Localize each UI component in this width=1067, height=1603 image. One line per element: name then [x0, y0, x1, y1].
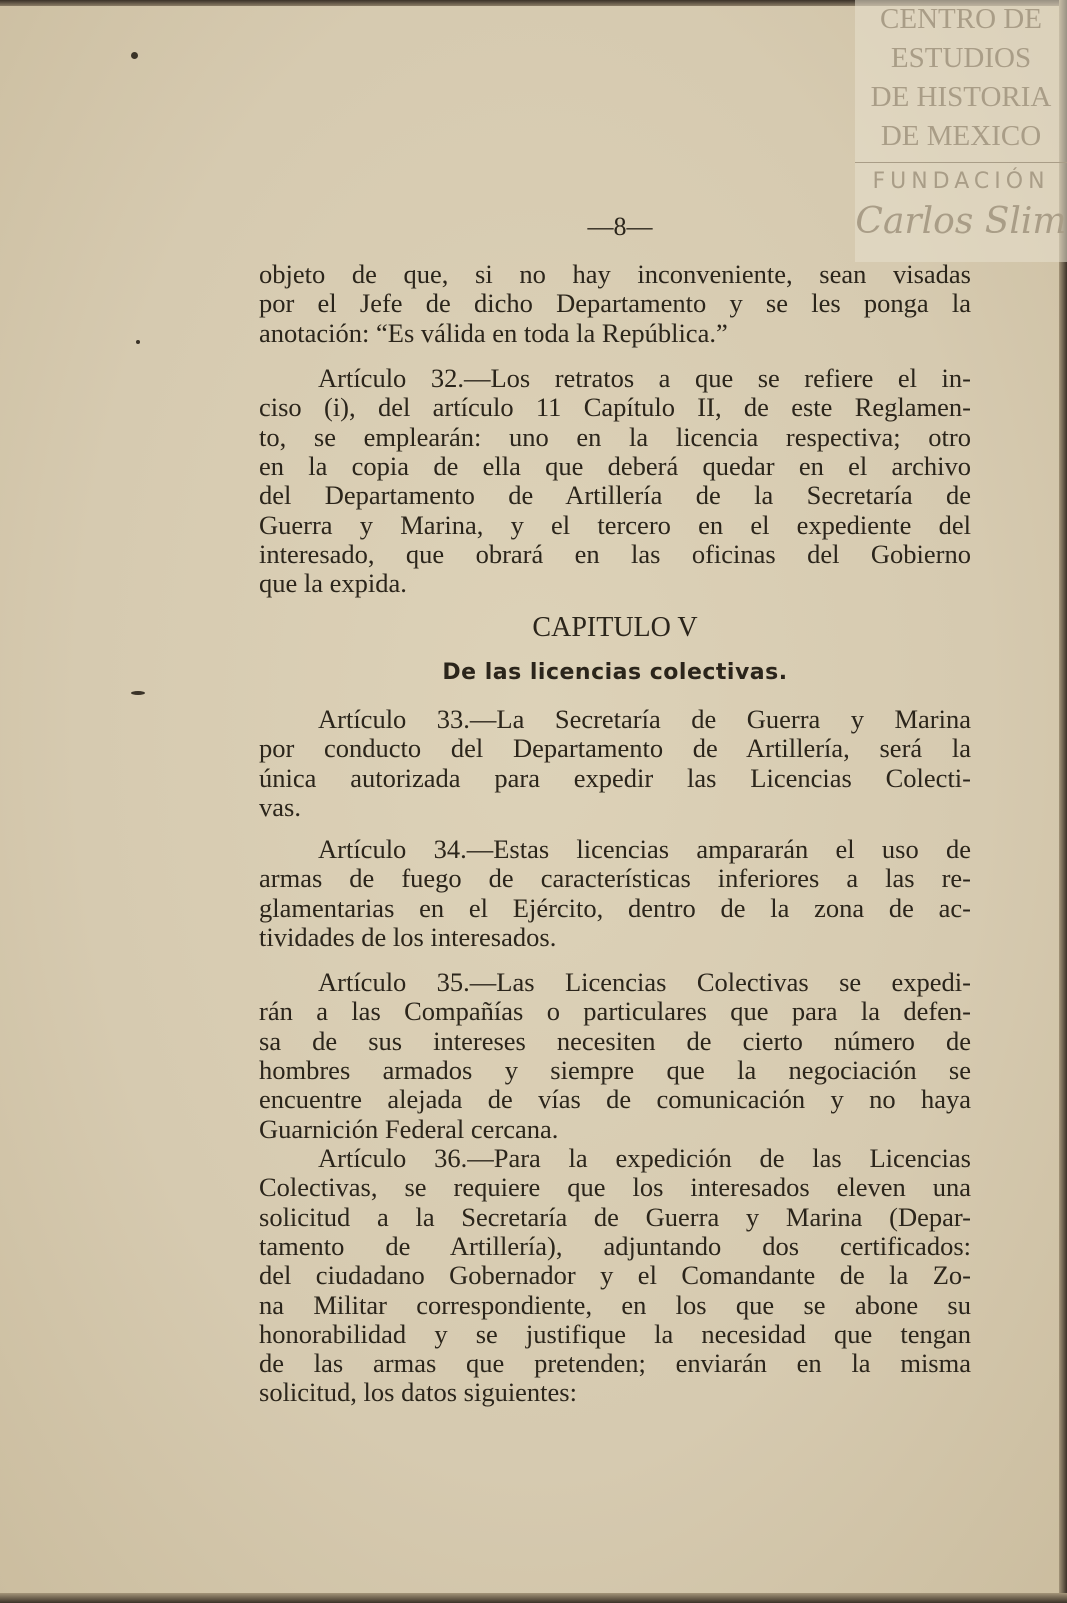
- paragraph-line: de las armas que pretenden; enviarán en la misma: [259, 1348, 971, 1379]
- speck: [136, 340, 140, 344]
- watermark-line: DE HISTORIA: [870, 81, 1052, 113]
- speck: [131, 691, 145, 695]
- paragraph-line: del ciudadano Gobernador y el Comandante de la Zo-: [259, 1260, 971, 1291]
- paragraph-line: rán a las Compañías o particulares que para la defen-: [259, 996, 971, 1027]
- paragraph-line: solicitud, los datos siguientes:: [259, 1377, 577, 1408]
- paragraph-line: por conducto del Departamento de Artillería, será la: [259, 733, 971, 764]
- paragraph-line: interesado, que obrará en las oficinas del Gobierno: [259, 538, 971, 569]
- paragraph-line: por el Jefe de dicho Departamento y se les ponga la: [259, 288, 971, 319]
- speck: [131, 52, 138, 59]
- paragraph-line: solicitud a la Secretaría de Guerra y Marina (Depar-: [259, 1201, 971, 1232]
- paragraph-first-line: Artículo 33.—La Secretaría de Guerra y Marina: [318, 704, 971, 734]
- paragraph-first-line: Artículo 34.—Estas licencias ampararán el uso de: [318, 834, 971, 864]
- paragraph-line: to, se emplearán: uno en la licencia respectiva; otro: [259, 421, 971, 452]
- paragraph-line: en la copia de ella que deberá quedar en el archivo: [259, 450, 971, 481]
- paragraph-line: del Departamento de Artillería de la Secretaría de: [259, 480, 971, 511]
- paragraph-line: armas de fuego de características inferiores a las re-: [259, 863, 971, 894]
- watermark-foundation: FUNDACIÓN: [872, 169, 1050, 194]
- paragraph-first-line: Artículo 35.—Las Licencias Colectivas se expedi-: [318, 967, 971, 997]
- paragraph-line: encuentre alejada de vías de comunicación y no haya: [259, 1084, 971, 1115]
- chapter-subtitle: De las licencias colectivas.: [442, 660, 788, 685]
- paragraph-line: na Militar correspondiente, en los que se abone su: [259, 1289, 971, 1320]
- paragraph-line: Colectivas, se requiere que los interesados eleven una: [259, 1172, 971, 1203]
- paragraph-line: ciso (i), del artículo 11 Capítulo II, de este Reglamen-: [259, 392, 971, 423]
- paragraph-line: tividades de los interesados.: [259, 921, 557, 952]
- watermark-divider: [855, 162, 1067, 163]
- paragraph-first-line: objeto de que, si no hay inconveniente, sean visadas: [259, 259, 971, 289]
- paragraph-line: tamento de Artillería), adjuntando dos certificados:: [259, 1230, 971, 1261]
- watermark-signature: Carlos Slim: [855, 201, 1067, 242]
- paragraph-line: sa de sus intereses necesiten de cierto número de: [259, 1025, 971, 1056]
- watermark-line: ESTUDIOS: [890, 42, 1032, 74]
- watermark-line: DE MEXICO: [880, 120, 1042, 152]
- page-number: —8—: [587, 212, 653, 241]
- watermark-line: CENTRO DE: [880, 3, 1042, 35]
- chapter-title: CAPITULO V: [532, 612, 698, 643]
- paragraph-line: hombres armados y siempre que la negociación se: [259, 1054, 971, 1085]
- paragraph-line: Guerra y Marina, y el tercero en el expediente del: [259, 509, 971, 540]
- paragraph-line: Guarnición Federal cercana.: [259, 1113, 559, 1144]
- scan-edge-bottom: [0, 1593, 1067, 1603]
- paragraph-line: anotación: “Es válida en toda la República.”: [259, 317, 728, 348]
- paragraph-line: que la expida.: [259, 568, 407, 599]
- paragraph-first-line: Artículo 32.—Los retratos a que se refiere el in-: [318, 363, 971, 393]
- paragraph-line: vas.: [259, 791, 301, 822]
- watermark: [855, 0, 1067, 262]
- paragraph-first-line: Artículo 36.—Para la expedición de las Licencias: [318, 1143, 971, 1173]
- paragraph-line: única autorizada para expedir las Licencias Colecti-: [259, 762, 971, 793]
- paragraph-line: honorabilidad y se justifique la necesidad que tengan: [259, 1318, 971, 1349]
- paragraph-line: glamentarias en el Ejército, dentro de la zona de ac-: [259, 892, 971, 923]
